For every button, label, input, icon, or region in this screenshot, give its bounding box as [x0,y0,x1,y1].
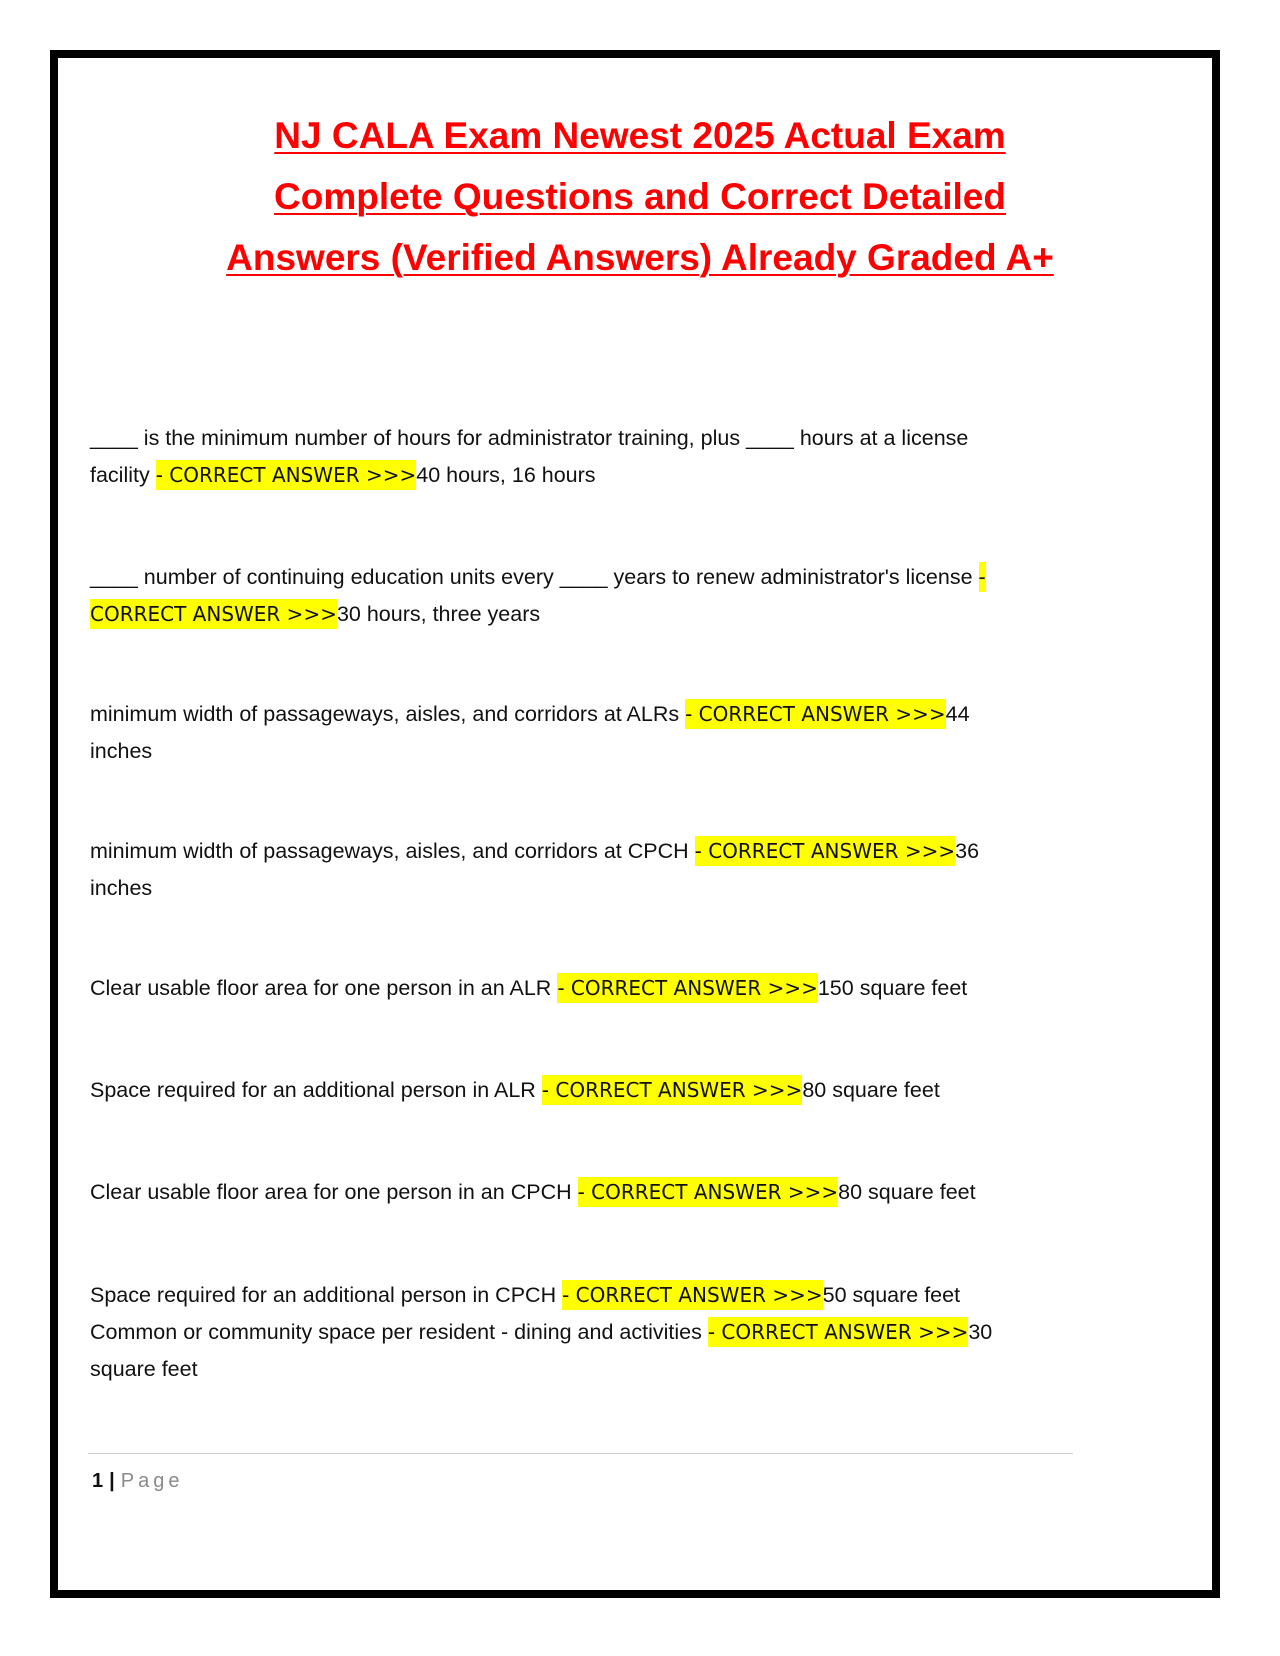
correct-answer-marker: - CORRECT ANSWER >>> [156,460,417,490]
correct-answer-marker: - CORRECT ANSWER >>> [695,836,956,866]
question-text: facility [90,463,156,487]
title-line-2: Complete Questions and Correct Detailed [274,176,1006,217]
question-text: minimum width of passageways, aisles, and corridors at CPCH [90,839,695,863]
answer-text: 80 square feet [802,1078,940,1102]
page-footer [92,1466,183,1496]
question-text: Common or community space per resident - dining and activities [90,1320,708,1344]
question-text: minimum width of passageways, aisles, and corridors at ALRs [90,702,686,726]
answer-text: inches [90,739,153,763]
correct-answer-marker: - CORRECT ANSWER >>> [578,1177,839,1207]
page-number: 1 [92,1470,104,1492]
qa-item-6 [90,1072,1090,1109]
answer-text: 80 square feet [838,1180,976,1204]
title-line-1: NJ CALA Exam Newest 2025 Actual Exam [274,115,1006,156]
page-label: Page [120,1470,184,1492]
qa-item-3 [90,696,1090,770]
answer-text: square feet [90,1357,198,1381]
answer-text: 40 hours, 16 hours [416,463,596,487]
question-text: Space required for an additional person in ALR [90,1078,542,1102]
answer-text: 150 square feet [817,976,968,1000]
footer-separator: | [109,1470,115,1492]
correct-answer-marker: - CORRECT ANSWER >>> [685,699,946,729]
qa-item-4 [90,833,1090,907]
title-line-3: Answers (Verified Answers) Already Graded A+ [226,237,1054,278]
qa-item-8 [90,1277,1090,1388]
correct-answer-marker: - CORRECT ANSWER >>> [562,1280,823,1310]
qa-item-2 [90,559,1090,633]
answer-text: 50 square feet [822,1283,961,1307]
question-text: Clear usable floor area for one person in an CPCH [90,1180,578,1204]
document-title [0,105,1280,288]
qa-item-5 [90,970,1090,1007]
qa-item-1 [90,420,1090,494]
footer-divider [88,1453,1073,1454]
answer-text: 36 [955,839,980,863]
answer-text: inches [90,876,153,900]
question-text: Clear usable floor area for one person in an ALR [90,976,558,1000]
question-text: ____ number of continuing education units every ____ years to renew administrator's license [90,565,979,589]
correct-answer-marker: - [979,562,986,592]
qa-item-7 [90,1174,1090,1211]
correct-answer-marker: - CORRECT ANSWER >>> [542,1075,803,1105]
answer-text: 30 hours, three years [336,602,541,626]
answer-text: 30 [968,1320,993,1344]
question-text: ____ is the minimum number of hours for administrator training, plus ____ hours at a license [90,426,969,450]
answer-text: 44 [945,702,970,726]
question-text: Space required for an additional person in CPCH [90,1283,563,1307]
correct-answer-marker: - CORRECT ANSWER >>> [557,973,818,1003]
correct-answer-marker: CORRECT ANSWER >>> [90,599,337,629]
correct-answer-marker: - CORRECT ANSWER >>> [708,1317,969,1347]
